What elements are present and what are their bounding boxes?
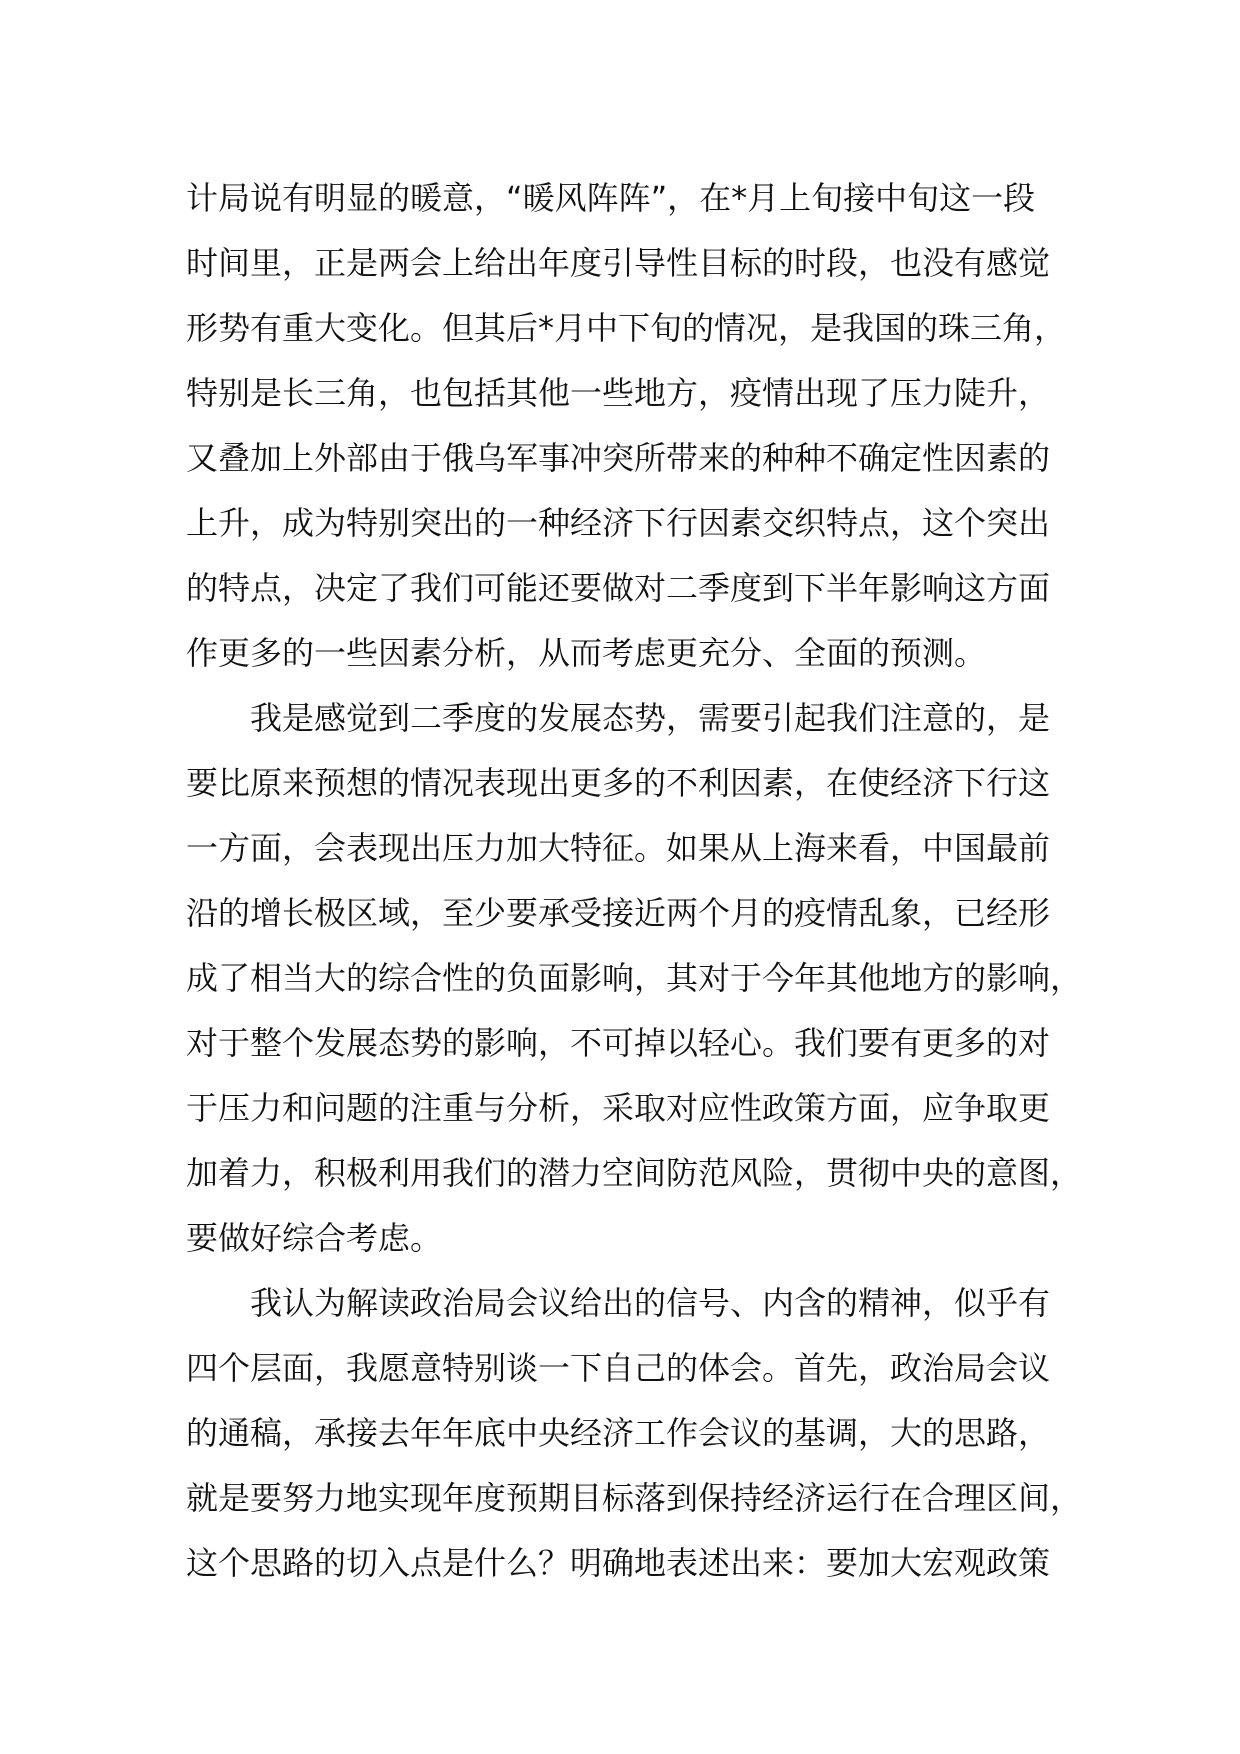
body-text [186, 166, 1086, 1596]
text-line: 计局说有明显的暖意，“暖风阵阵”，在*月上旬接中旬这一段 [186, 179, 1036, 217]
paragraph [186, 166, 1086, 686]
text-line: 上升，成为特别突出的一种经济下行因素交织特点，这个突出 [186, 504, 1051, 542]
text-line: 加着力，积极利用我们的潜力空间防范风险，贯彻中央的意图， [186, 1154, 1083, 1192]
text-line: 特别是长三角，也包括其他一些地方，疫情出现了压力陡升， [186, 374, 1051, 412]
text-line: 于压力和问题的注重与分析，采取对应性政策方面，应争取更 [186, 1089, 1051, 1127]
text-line: 要做好综合考虑。 [186, 1219, 443, 1257]
text-line: 形势有重大变化。但其后*月中下旬的情况，是我国的珠三角， [186, 309, 1067, 347]
text-line: 一方面，会表现出压力加大特征。如果从上海来看，中国最前 [186, 829, 1051, 867]
text-line: 就是要努力地实现年度预期目标落到保持经济运行在合理区间， [186, 1479, 1083, 1517]
text-line: 要比原来预想的情况表现出更多的不利因素，在使经济下行这 [186, 764, 1051, 802]
text-line: 我认为解读政治局会议给出的信号、内含的精神，似乎有 [250, 1284, 1051, 1322]
paragraph [186, 1271, 1086, 1596]
text-line: 我是感觉到二季度的发展态势，需要引起我们注意的，是 [250, 699, 1051, 737]
text-line: 时间里，正是两会上给出年度引导性目标的时段，也没有感觉 [186, 244, 1051, 282]
text-line: 的通稿，承接去年年底中央经济工作会议的基调，大的思路， [186, 1414, 1051, 1452]
text-line: 四个层面，我愿意特别谈一下自己的体会。首先，政治局会议 [186, 1349, 1051, 1387]
text-line: 成了相当大的综合性的负面影响，其对于今年其他地方的影响， [186, 959, 1083, 997]
text-line: 的特点，决定了我们可能还要做对二季度到下半年影响这方面 [186, 569, 1051, 607]
text-line: 对于整个发展态势的影响，不可掉以轻心。我们要有更多的对 [186, 1024, 1051, 1062]
paragraph [186, 686, 1086, 1271]
text-line: 这个思路的切入点是什么？明确地表述出来：要加大宏观政策 [186, 1544, 1051, 1582]
text-line: 作更多的一些因素分析，从而考虑更充分、全面的预测。 [186, 634, 987, 672]
text-line: 又叠加上外部由于俄乌军事冲突所带来的种种不确定性因素的 [186, 439, 1051, 477]
text-line: 沿的增长极区域，至少要承受接近两个月的疫情乱象，已经形 [186, 894, 1051, 932]
